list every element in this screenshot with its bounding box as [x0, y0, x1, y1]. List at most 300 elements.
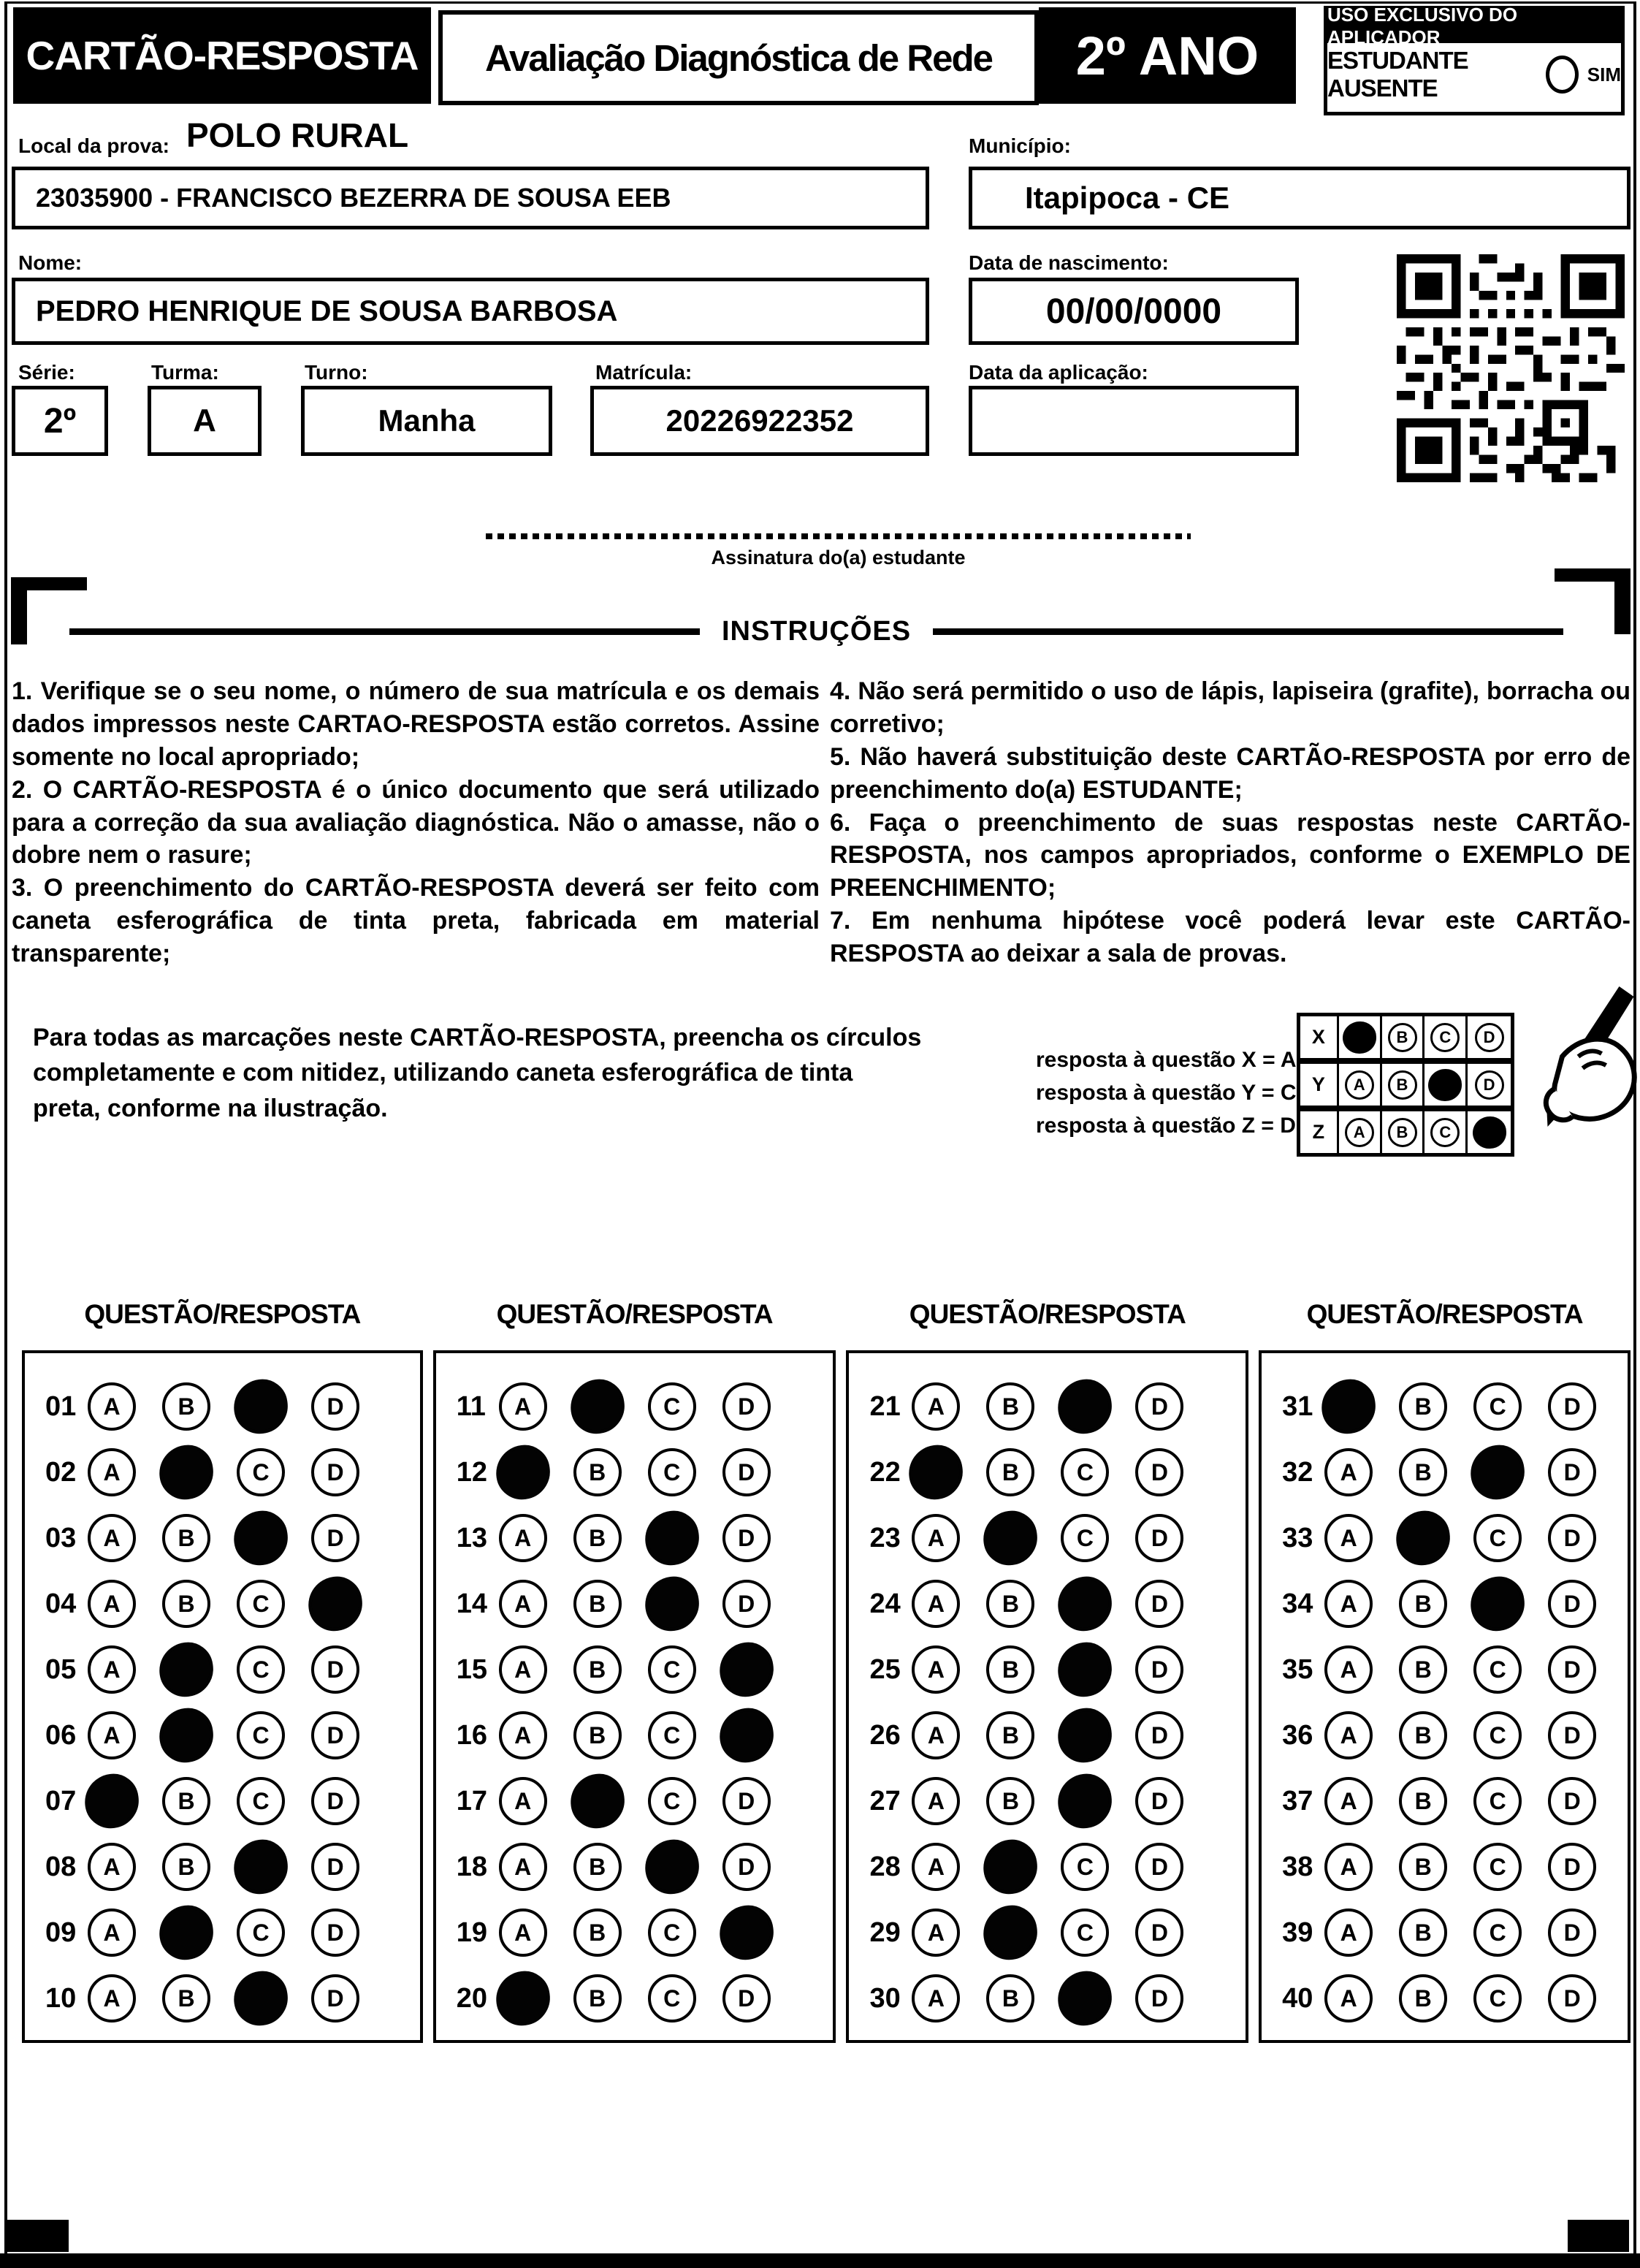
bubble-q13-A[interactable]: A — [499, 1514, 547, 1562]
exam-title: Avaliação Diagnóstica de Rede — [438, 10, 1039, 105]
bubble-q14-C[interactable] — [641, 1573, 702, 1634]
applicator-box-title: USO EXCLUSIVO DO APLICADOR — [1327, 9, 1621, 43]
municipio-field: Itapipoca - CE — [969, 167, 1631, 229]
example-bubble-X-A — [1343, 1021, 1376, 1054]
bubble-q39-A[interactable]: A — [1324, 1909, 1373, 1957]
question-number: 07 — [45, 1785, 77, 1816]
bubble-q23-C[interactable]: C — [1061, 1514, 1109, 1562]
corner-mark-bottom-right — [1568, 2220, 1629, 2252]
question-number: 31 — [1282, 1390, 1313, 1422]
question-number: 17 — [456, 1785, 488, 1816]
answer-row — [25, 1505, 420, 1571]
instruction-item: 1. Verifique se o seu nome, o número de sua matrícula e os demais dados impressos neste CARTAO-RESPOSTA estão corretos. Assine somente no local apropriado; — [12, 677, 820, 771]
question-number: 39 — [1282, 1917, 1313, 1948]
bubble-q06-D[interactable]: D — [311, 1711, 359, 1759]
hand-with-pen-illustration — [1474, 986, 1639, 1162]
bubble-q24-A[interactable]: A — [912, 1580, 960, 1628]
bubble-q12-D[interactable]: D — [722, 1448, 771, 1496]
bubble-q07-A[interactable] — [81, 1770, 142, 1831]
bubble-q21-D[interactable]: D — [1135, 1382, 1183, 1431]
example-legend-line: resposta à questão X = A — [1036, 1048, 1297, 1072]
bubble-q35-C[interactable]: C — [1473, 1645, 1522, 1694]
example-bubble-Y-D: D — [1475, 1070, 1504, 1100]
answer-grid — [433, 1350, 836, 2043]
bubble-q09-D[interactable]: D — [311, 1909, 359, 1957]
answer-column — [846, 1299, 1248, 2043]
bubble-q22-B[interactable]: B — [986, 1448, 1034, 1496]
bubble-q33-B[interactable] — [1392, 1507, 1453, 1568]
bubble-q38-D[interactable]: D — [1548, 1843, 1596, 1891]
bubble-q15-C[interactable]: C — [648, 1645, 696, 1694]
absent-label: ESTUDANTE AUSENTE — [1327, 47, 1468, 102]
example-row-label: Y — [1300, 1064, 1339, 1106]
bubble-q24-C[interactable] — [1055, 1573, 1115, 1634]
bubble-q09-C[interactable]: C — [237, 1909, 285, 1957]
bubble-q27-A[interactable]: A — [912, 1777, 960, 1825]
bubble-q28-A[interactable]: A — [912, 1843, 960, 1891]
answers-section — [22, 1299, 1631, 2043]
bubble-q10-A[interactable]: A — [88, 1974, 136, 2022]
bubble-q25-D[interactable]: D — [1135, 1645, 1183, 1694]
question-number: 15 — [456, 1654, 488, 1685]
bubble-q08-C[interactable] — [230, 1836, 291, 1897]
instruction-item: 7. Em nenhuma hipótese você poderá levar este CARTÃO-RESPOSTA ao deixar a sala de provas. — [830, 907, 1631, 967]
answer-row — [1262, 1374, 1628, 1439]
bubble-q35-D[interactable]: D — [1548, 1645, 1596, 1694]
bubble-q35-A[interactable]: A — [1324, 1645, 1373, 1694]
answer-row — [436, 1505, 834, 1571]
bubble-q04-A[interactable]: A — [88, 1580, 136, 1628]
example-bubble-Z-C: C — [1430, 1118, 1460, 1147]
bubble-q05-B[interactable] — [156, 1639, 216, 1700]
bubble-q24-D[interactable]: D — [1135, 1580, 1183, 1628]
question-number: 10 — [45, 1982, 77, 2014]
bubble-q12-A[interactable] — [492, 1442, 553, 1502]
answer-column — [22, 1299, 423, 2043]
bubble-q20-C[interactable]: C — [648, 1974, 696, 2022]
bubble-q03-B[interactable]: B — [162, 1514, 210, 1562]
turno-label: Turno: — [305, 361, 368, 384]
bubble-q31-D[interactable]: D — [1548, 1382, 1596, 1431]
answer-row — [25, 1834, 420, 1900]
question-number: 29 — [869, 1917, 901, 1948]
bubble-q05-A[interactable]: A — [88, 1645, 136, 1694]
question-number: 25 — [869, 1654, 901, 1685]
signature-label: Assinatura do(a) estudante — [711, 547, 966, 568]
bubble-q32-C[interactable] — [1467, 1442, 1528, 1502]
answer-row — [849, 1505, 1246, 1571]
answer-row — [1262, 1702, 1628, 1768]
answer-row — [436, 1900, 834, 1966]
local-da-prova-label: Local da prova: — [18, 134, 169, 157]
instruction-item: 5. Não haverá substituição deste CARTÃO-RESPOSTA por erro de preenchimento do(a) ESTUDANTE; — [830, 742, 1631, 804]
example-fill-text: Para todas as marcações neste CARTÃO-RESPOSTA, preencha os círculos completamente e com nitidez, utilizando caneta esferográfica de tinta preta, conforme na ilustração. — [33, 1024, 922, 1122]
example-bubble-Y-A: A — [1345, 1070, 1374, 1100]
bubble-q30-D[interactable]: D — [1135, 1974, 1183, 2022]
bubble-q28-B[interactable] — [980, 1836, 1041, 1897]
bubble-q11-B[interactable] — [567, 1376, 628, 1436]
bubble-q18-D[interactable]: D — [722, 1843, 771, 1891]
bubble-q01-D[interactable]: D — [311, 1382, 359, 1431]
answer-row — [1262, 1637, 1628, 1702]
question-number: 34 — [1282, 1588, 1313, 1619]
bubble-q21-C[interactable] — [1055, 1376, 1115, 1436]
bubble-q19-B[interactable]: B — [573, 1909, 622, 1957]
bubble-q16-B[interactable]: B — [573, 1711, 622, 1759]
answer-column — [1259, 1299, 1631, 2043]
bubble-q34-D[interactable]: D — [1548, 1580, 1596, 1628]
answer-row — [849, 1702, 1246, 1768]
bubble-q09-A[interactable]: A — [88, 1909, 136, 1957]
bubble-q37-B[interactable]: B — [1399, 1777, 1447, 1825]
bubble-q16-C[interactable]: C — [648, 1711, 696, 1759]
bubble-q31-A[interactable] — [1318, 1376, 1378, 1436]
answer-row — [849, 1637, 1246, 1702]
answer-grid — [22, 1350, 423, 2043]
bubble-q04-C[interactable]: C — [237, 1580, 285, 1628]
applicator-box — [1324, 6, 1625, 115]
bubble-q25-B[interactable]: B — [986, 1645, 1034, 1694]
example-bubble-Y-B: B — [1388, 1070, 1417, 1100]
bubble-q13-B[interactable]: B — [573, 1514, 622, 1562]
question-number: 27 — [869, 1785, 901, 1816]
bottom-registration-bar — [0, 2253, 1640, 2268]
bubble-q29-C[interactable]: C — [1061, 1909, 1109, 1957]
bubble-q29-A[interactable]: A — [912, 1909, 960, 1957]
question-number: 36 — [1282, 1719, 1313, 1751]
card-title: CARTÃO-RESPOSTA — [13, 7, 431, 104]
answer-row — [25, 1637, 420, 1702]
bubble-q18-C[interactable] — [641, 1836, 702, 1897]
bubble-q36-C[interactable]: C — [1473, 1711, 1522, 1759]
bubble-q37-D[interactable]: D — [1548, 1777, 1596, 1825]
answer-row — [849, 1834, 1246, 1900]
question-number: 09 — [45, 1917, 77, 1948]
instruction-item: 2. O CARTÃO-RESPOSTA é o único documento que será utilizado para a correção da sua avaliação diagnóstica. Não o amasse, não o dobre nem o rasure; — [12, 775, 820, 869]
bubble-q19-C[interactable]: C — [648, 1909, 696, 1957]
bubble-q07-C[interactable]: C — [237, 1777, 285, 1825]
question-number: 26 — [869, 1719, 901, 1751]
question-number: 05 — [45, 1654, 77, 1685]
bubble-q32-D[interactable]: D — [1548, 1448, 1596, 1496]
answer-row — [436, 1768, 834, 1834]
bubble-q28-C[interactable]: C — [1061, 1843, 1109, 1891]
bubble-q31-B[interactable]: B — [1399, 1382, 1447, 1431]
bubble-q12-B[interactable]: B — [573, 1448, 622, 1496]
bubble-q22-C[interactable]: C — [1061, 1448, 1109, 1496]
bubble-q35-B[interactable]: B — [1399, 1645, 1447, 1694]
example-legend — [1036, 1043, 1297, 1142]
bubble-q01-C[interactable] — [230, 1376, 291, 1436]
bubble-q39-C[interactable]: C — [1473, 1909, 1522, 1957]
data-nascimento-label: Data de nascimento: — [969, 251, 1169, 274]
example-bubble-X-B: B — [1388, 1023, 1417, 1052]
answer-row — [1262, 1768, 1628, 1834]
nome-label: Nome: — [18, 251, 83, 274]
bubble-q02-B[interactable] — [156, 1442, 216, 1502]
bubble-q38-A[interactable]: A — [1324, 1843, 1373, 1891]
bubble-q02-A[interactable]: A — [88, 1448, 136, 1496]
bubble-q24-B[interactable]: B — [986, 1580, 1034, 1628]
bubble-q05-C[interactable]: C — [237, 1645, 285, 1694]
bubble-q23-A[interactable]: A — [912, 1514, 960, 1562]
bubble-q07-D[interactable]: D — [311, 1777, 359, 1825]
qr-code — [1395, 254, 1626, 482]
bubble-q15-A[interactable]: A — [499, 1645, 547, 1694]
bubble-q25-C[interactable] — [1055, 1639, 1115, 1700]
bubble-q29-B[interactable] — [980, 1902, 1041, 1963]
bubble-q33-A[interactable]: A — [1324, 1514, 1373, 1562]
question-number: 30 — [869, 1982, 901, 2014]
answer-row — [1262, 1439, 1628, 1505]
bubble-q21-B[interactable]: B — [986, 1382, 1034, 1431]
bubble-q26-B[interactable]: B — [986, 1711, 1034, 1759]
bubble-q01-B[interactable]: B — [162, 1382, 210, 1431]
answer-row — [25, 1571, 420, 1637]
question-number: 35 — [1282, 1654, 1313, 1685]
bubble-q30-A[interactable]: A — [912, 1974, 960, 2022]
bubble-q38-B[interactable]: B — [1399, 1843, 1447, 1891]
bubble-q40-B[interactable]: B — [1399, 1974, 1447, 2022]
answer-row — [436, 1439, 834, 1505]
question-number: 03 — [45, 1522, 77, 1553]
bubble-q17-B[interactable] — [567, 1770, 628, 1831]
question-number: 11 — [456, 1390, 486, 1422]
answer-row — [849, 1966, 1246, 2031]
bubble-q36-D[interactable]: D — [1548, 1711, 1596, 1759]
absent-sim-bubble[interactable] — [1546, 56, 1578, 94]
bubble-q33-C[interactable]: C — [1473, 1514, 1522, 1562]
bubble-q30-C[interactable] — [1055, 1968, 1115, 2028]
answer-grid — [846, 1350, 1248, 2043]
question-number: 13 — [456, 1522, 488, 1553]
question-number: 21 — [869, 1390, 901, 1422]
answer-column-header: QUESTÃO/RESPOSTA — [1306, 1299, 1583, 1329]
matricula-label: Matrícula: — [595, 361, 693, 384]
bubble-q08-D[interactable]: D — [311, 1843, 359, 1891]
question-number: 18 — [456, 1851, 488, 1882]
bubble-q10-B[interactable]: B — [162, 1974, 210, 2022]
bubble-q22-A[interactable] — [906, 1442, 966, 1502]
turma-label: Turma: — [151, 361, 219, 384]
bubble-q06-C[interactable]: C — [237, 1711, 285, 1759]
answer-row — [849, 1571, 1246, 1637]
question-number: 12 — [456, 1456, 488, 1488]
bubble-q36-A[interactable]: A — [1324, 1711, 1373, 1759]
answer-row — [849, 1439, 1246, 1505]
corner-mark-bottom-left — [7, 2220, 69, 2252]
bubble-q26-D[interactable]: D — [1135, 1711, 1183, 1759]
bubble-q17-D[interactable]: D — [722, 1777, 771, 1825]
bubble-q11-D[interactable]: D — [722, 1382, 771, 1431]
bubble-q18-A[interactable]: A — [499, 1843, 547, 1891]
instruction-item: 6. Faça o preenchimento de suas respostas neste CARTÃO-RESPOSTA, nos campos apropriados, conforme o EXEMPLO DE PREENCHIMENTO; — [830, 808, 1631, 902]
bubble-q21-A[interactable]: A — [912, 1382, 960, 1431]
bubble-q26-A[interactable]: A — [912, 1711, 960, 1759]
bubble-q11-C[interactable]: C — [648, 1382, 696, 1431]
answer-row — [1262, 1505, 1628, 1571]
example-bubble-Y-C — [1428, 1069, 1462, 1101]
bubble-q34-C[interactable] — [1467, 1573, 1528, 1634]
answer-column-header: QUESTÃO/RESPOSTA — [909, 1299, 1186, 1329]
bubble-q08-B[interactable]: B — [162, 1843, 210, 1891]
bubble-q05-D[interactable]: D — [311, 1645, 359, 1694]
grade-badge: 2º ANO — [1039, 7, 1296, 104]
question-number: 02 — [45, 1456, 77, 1488]
bubble-q28-D[interactable]: D — [1135, 1843, 1183, 1891]
nome-field: PEDRO HENRIQUE DE SOUSA BARBOSA — [12, 278, 929, 345]
bubble-q08-A[interactable]: A — [88, 1843, 136, 1891]
bubble-q20-D[interactable]: D — [722, 1974, 771, 2022]
matricula-field: 20226922352 — [590, 386, 929, 456]
question-number: 19 — [456, 1917, 488, 1948]
bubble-q38-C[interactable]: C — [1473, 1843, 1522, 1891]
bubble-q15-D[interactable] — [716, 1639, 777, 1700]
municipio-label: Município: — [969, 134, 1071, 157]
answer-row — [1262, 1966, 1628, 2031]
data-aplicacao-label: Data da aplicação: — [969, 361, 1148, 384]
bubble-q02-D[interactable]: D — [311, 1448, 359, 1496]
bubble-q37-C[interactable]: C — [1473, 1777, 1522, 1825]
bubble-q29-D[interactable]: D — [1135, 1909, 1183, 1957]
answer-row — [1262, 1900, 1628, 1966]
bubble-q11-A[interactable]: A — [499, 1382, 547, 1431]
question-number: 37 — [1282, 1785, 1313, 1816]
bubble-q39-B[interactable]: B — [1399, 1909, 1447, 1957]
question-number: 40 — [1282, 1982, 1313, 2014]
bubble-q27-C[interactable] — [1055, 1770, 1115, 1831]
answer-row — [436, 1834, 834, 1900]
bubble-q40-A[interactable]: A — [1324, 1974, 1373, 2022]
bubble-q06-B[interactable] — [156, 1705, 216, 1765]
answer-row — [436, 1571, 834, 1637]
serie-label: Série: — [18, 361, 75, 384]
local-da-prova-value: POLO RURAL — [186, 116, 409, 154]
school-field: 23035900 - FRANCISCO BEZERRA DE SOUSA EEB — [12, 167, 929, 229]
bubble-q17-A[interactable]: A — [499, 1777, 547, 1825]
answer-grid — [1259, 1350, 1631, 2043]
example-bubble-X-D: D — [1475, 1023, 1504, 1052]
question-number: 23 — [869, 1522, 901, 1553]
example-bubble-Z-A: A — [1345, 1118, 1374, 1147]
question-number: 24 — [869, 1588, 901, 1619]
bubble-q33-D[interactable]: D — [1548, 1514, 1596, 1562]
answer-row — [436, 1637, 834, 1702]
bubble-q14-D[interactable]: D — [722, 1580, 771, 1628]
question-number: 14 — [456, 1588, 488, 1619]
question-number: 16 — [456, 1719, 488, 1751]
bubble-q03-C[interactable] — [230, 1507, 291, 1568]
bubble-q23-B[interactable] — [980, 1507, 1041, 1568]
bubble-q02-C[interactable]: C — [237, 1448, 285, 1496]
bubble-q20-B[interactable]: B — [573, 1974, 622, 2022]
data-aplicacao-field — [969, 386, 1299, 456]
instructions-rule-right — [933, 628, 1563, 635]
bubble-q20-A[interactable] — [492, 1968, 553, 2028]
bubble-q26-C[interactable] — [1055, 1705, 1115, 1765]
example-legend-line: resposta à questão Z = D — [1036, 1114, 1296, 1138]
bubble-q30-B[interactable]: B — [986, 1974, 1034, 2022]
turno-field: Manha — [301, 386, 552, 456]
answer-row — [849, 1900, 1246, 1966]
bubble-q17-C[interactable]: C — [648, 1777, 696, 1825]
bubble-q12-C[interactable]: C — [648, 1448, 696, 1496]
bubble-q19-D[interactable] — [716, 1902, 777, 1963]
question-number: 01 — [45, 1390, 77, 1422]
bubble-q27-D[interactable]: D — [1135, 1777, 1183, 1825]
bubble-q31-C[interactable]: C — [1473, 1382, 1522, 1431]
bubble-q18-B[interactable]: B — [573, 1843, 622, 1891]
absent-row — [1327, 43, 1621, 106]
instructions-column-right — [830, 675, 1631, 970]
instruction-item: 3. O preenchimento do CARTÃO-RESPOSTA deverá ser feito com caneta esferográfica de tinta preta, fabricada em material transparente; — [12, 874, 820, 967]
question-number: 33 — [1282, 1522, 1313, 1553]
bubble-q14-A[interactable]: A — [499, 1580, 547, 1628]
bubble-q34-A[interactable]: A — [1324, 1580, 1373, 1628]
bubble-q13-D[interactable]: D — [722, 1514, 771, 1562]
bubble-q23-D[interactable]: D — [1135, 1514, 1183, 1562]
bubble-q06-A[interactable]: A — [88, 1711, 136, 1759]
question-number: 32 — [1282, 1456, 1313, 1488]
bubble-q03-A[interactable]: A — [88, 1514, 136, 1562]
bubble-q01-A[interactable]: A — [88, 1382, 136, 1431]
answer-row — [25, 1439, 420, 1505]
answer-row — [849, 1374, 1246, 1439]
bubble-q04-D[interactable] — [305, 1573, 365, 1634]
answer-row — [25, 1900, 420, 1966]
instructions-column-left — [12, 675, 820, 970]
answer-column — [433, 1299, 836, 2043]
bubble-q13-C[interactable] — [641, 1507, 702, 1568]
bubble-q37-A[interactable]: A — [1324, 1777, 1373, 1825]
bubble-q32-B[interactable]: B — [1399, 1448, 1447, 1496]
bubble-q39-D[interactable]: D — [1548, 1909, 1596, 1957]
example-row-label: X — [1300, 1016, 1339, 1058]
turma-field: A — [148, 386, 262, 456]
signature-dotted-line[interactable] — [486, 533, 1191, 539]
bubble-q34-B[interactable]: B — [1399, 1580, 1447, 1628]
instruction-item: 4. Não será permitido o uso de lápis, lapiseira (grafite), borracha ou corretivo; — [830, 677, 1631, 738]
example-bubble-Z-B: B — [1388, 1118, 1417, 1147]
bubble-q32-A[interactable]: A — [1324, 1448, 1373, 1496]
bubble-q27-B[interactable]: B — [986, 1777, 1034, 1825]
bubble-q40-D[interactable]: D — [1548, 1974, 1596, 2022]
bubble-q09-B[interactable] — [156, 1902, 216, 1963]
bubble-q14-B[interactable]: B — [573, 1580, 622, 1628]
bubble-q15-B[interactable]: B — [573, 1645, 622, 1694]
bubble-q16-D[interactable] — [716, 1705, 777, 1765]
answer-row — [25, 1768, 420, 1834]
bubble-q07-B[interactable]: B — [162, 1777, 210, 1825]
bubble-q16-A[interactable]: A — [499, 1711, 547, 1759]
bubble-q10-D[interactable]: D — [311, 1974, 359, 2022]
bubble-q19-A[interactable]: A — [499, 1909, 547, 1957]
bubble-q22-D[interactable]: D — [1135, 1448, 1183, 1496]
data-nascimento-field: 00/00/0000 — [969, 278, 1299, 345]
bubble-q03-D[interactable]: D — [311, 1514, 359, 1562]
corner-mark-top-right — [1555, 568, 1631, 634]
question-number: 22 — [869, 1456, 901, 1488]
bubble-q40-C[interactable]: C — [1473, 1974, 1522, 2022]
bubble-q25-A[interactable]: A — [912, 1645, 960, 1694]
question-number: 06 — [45, 1719, 77, 1751]
instructions-title: INSTRUÇÕES — [721, 615, 912, 647]
answer-row — [436, 1374, 834, 1439]
bubble-q04-B[interactable]: B — [162, 1580, 210, 1628]
bubble-q10-C[interactable] — [230, 1968, 291, 2028]
bubble-q36-B[interactable]: B — [1399, 1711, 1447, 1759]
question-number: 08 — [45, 1851, 77, 1882]
